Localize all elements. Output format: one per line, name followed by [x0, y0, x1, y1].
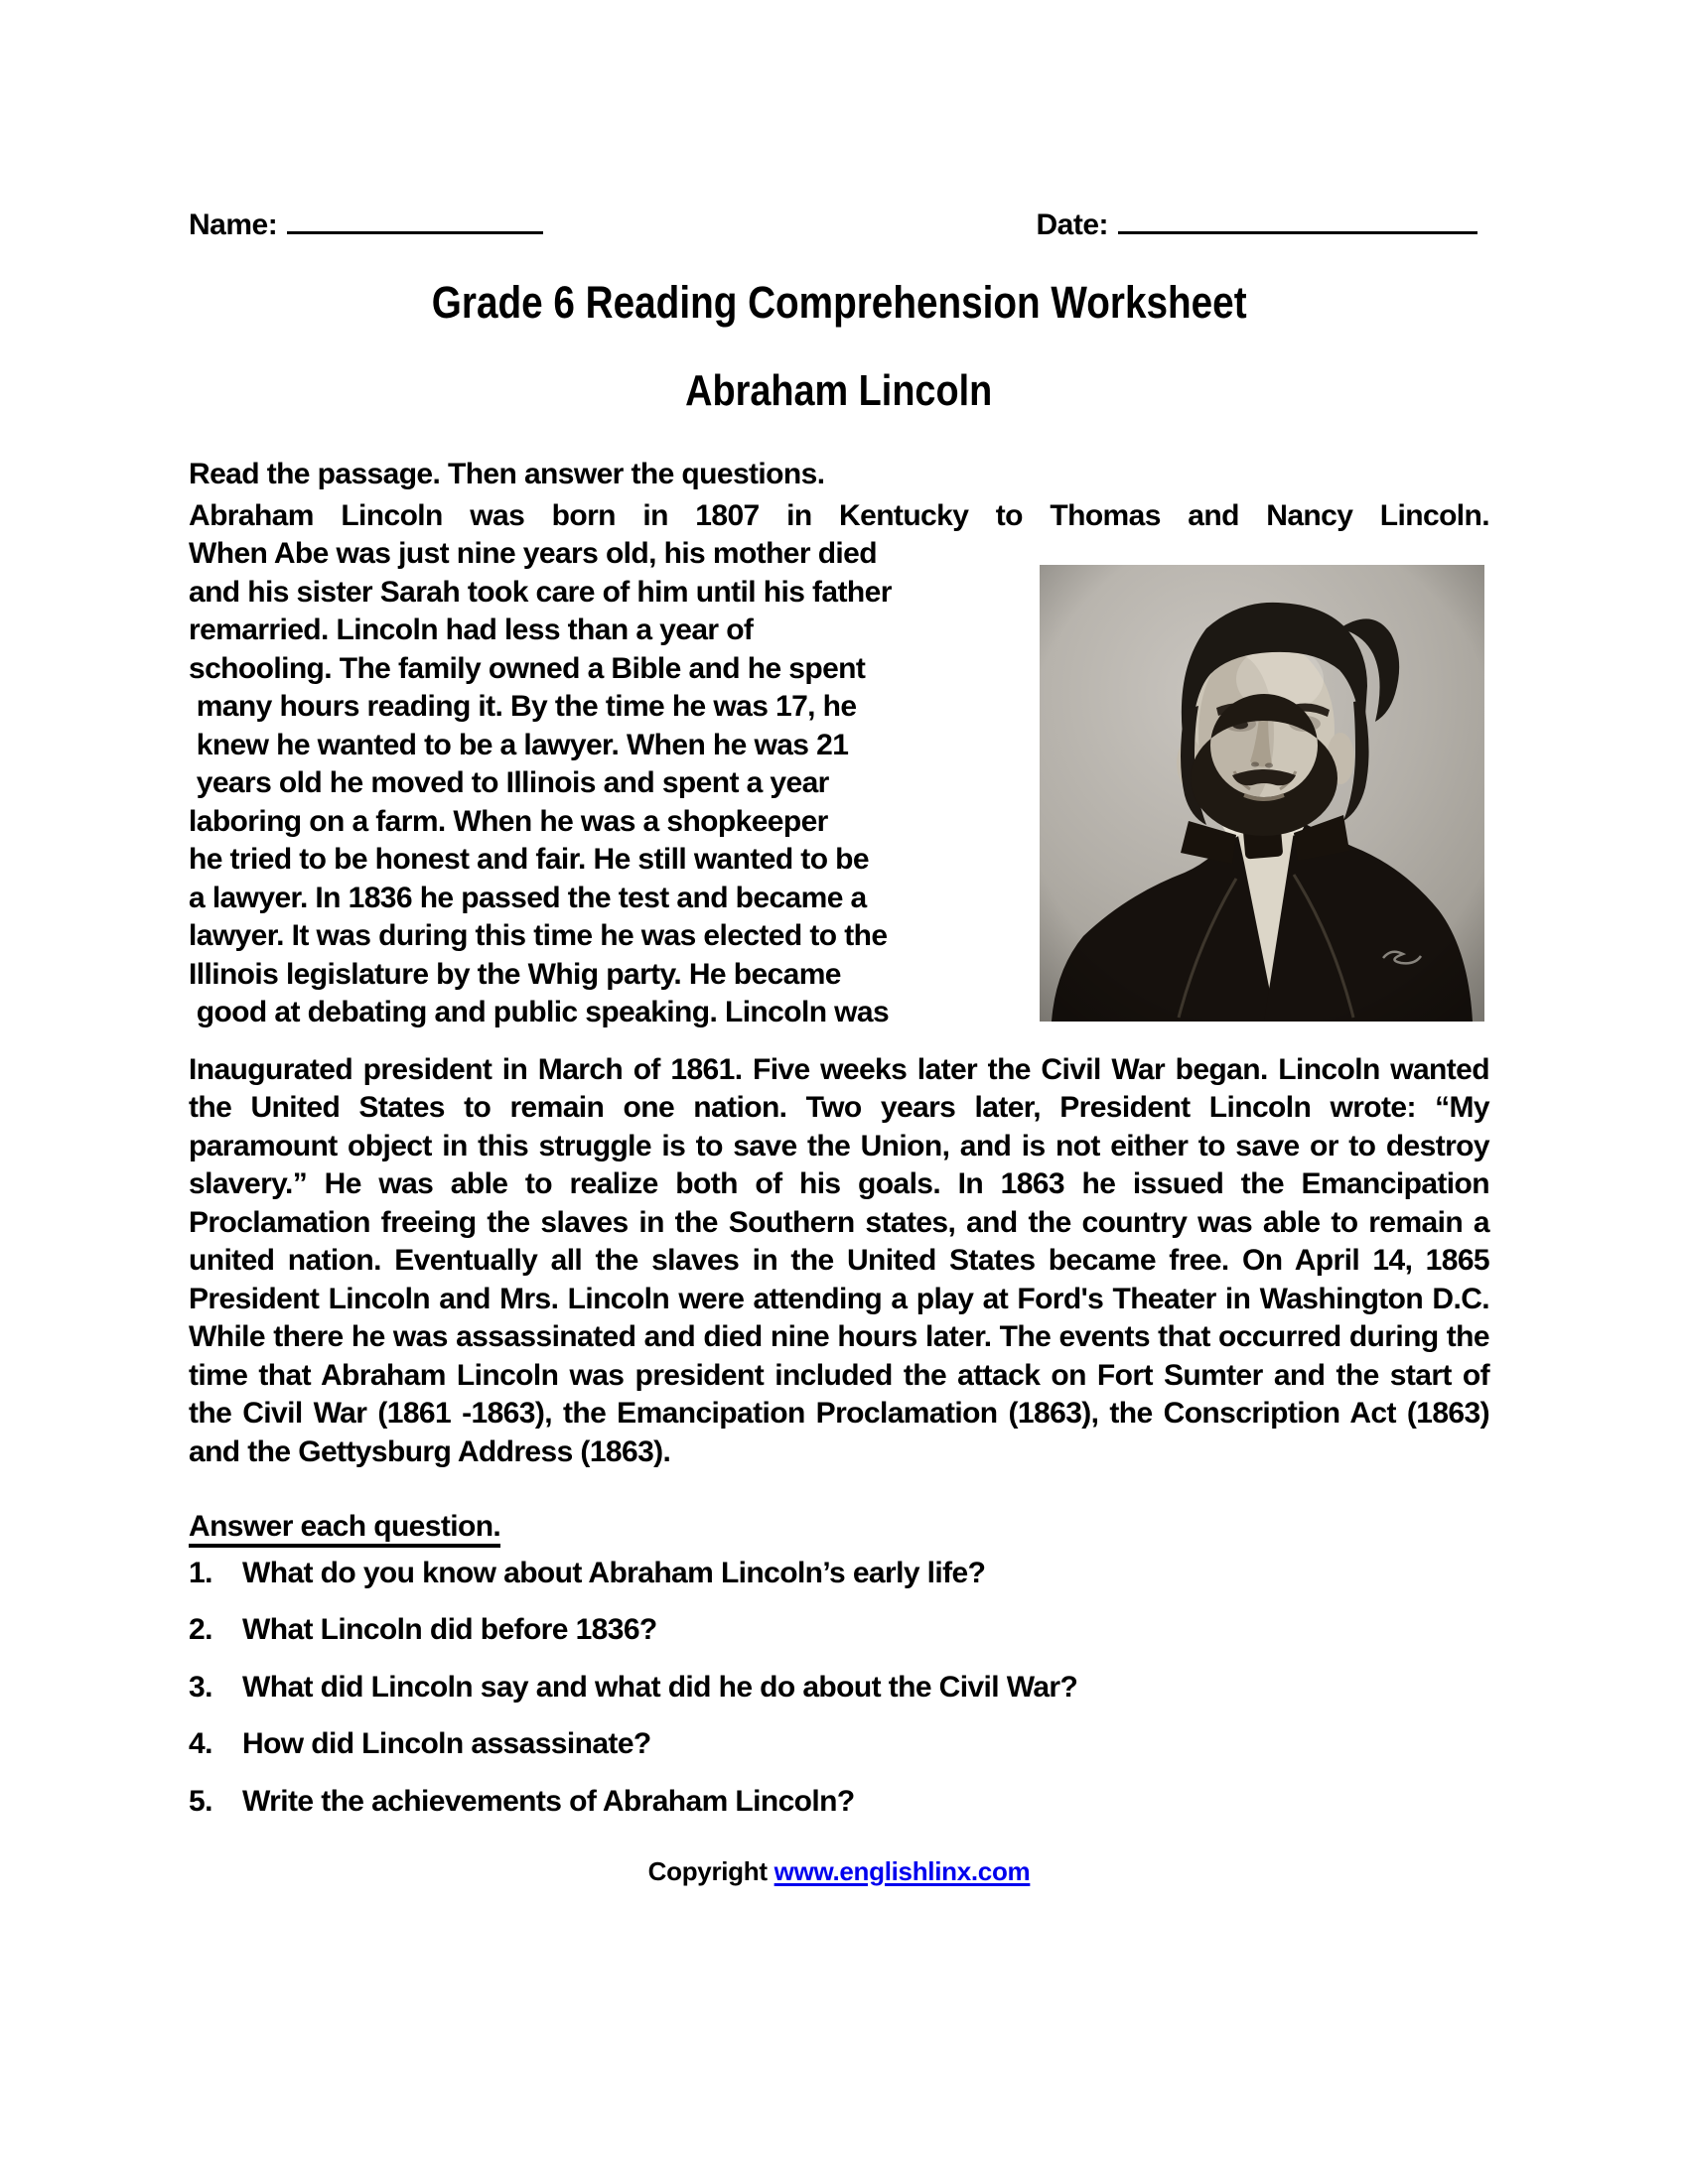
- question-text: What did Lincoln say and what did he do about the Civil War?: [242, 1670, 1078, 1704]
- passage-line: he tried to be honest and fair. He still wanted to be: [189, 843, 869, 876]
- passage-line: lawyer. It was during this time he was elected to the: [189, 919, 888, 952]
- name-label: Name:: [189, 208, 278, 241]
- question-item-2: [189, 1611, 1489, 1650]
- passage-line: years old he moved to Illinois and spent a year: [189, 766, 829, 799]
- question-number: 3.: [189, 1670, 212, 1704]
- passage-line: schooling. The family owned a Bible and he spent: [189, 651, 866, 685]
- passage-line: When Abe was just nine years old, his mother died: [189, 537, 877, 570]
- name-blank-line: [287, 204, 543, 234]
- question-number: 5.: [189, 1784, 212, 1818]
- passage-continuation: Inaugurated president in March of 1861. Five weeks later the Civil War began. Lincoln wanted the United States to remain one nation. Two years later, President Lincoln wrote: “My paramount object in this struggle is to save the Union, and is not either to save or to destroy slavery.” He was able to realize both of his goals. In 1863 he issued the Emancipation Proclamation freeing the slaves in the Southern states, and the country was able to remain a united nation. Eventually all the slaves in the United States became free. On April 14, 1865 President Lincoln and Mrs. Lincoln were attending a play at Ford's Theater in Washington D.C. While there he was assassinated and died nine hours later. The events that occurred during the time that Abraham Lincoln was president included the attack on Fort Sumter and the start of the Civil War (1861 -1863), the Emancipation Proclamation (1863), the Conscription Act (1863) and the Gettysburg Address (1863).: [189, 1052, 1489, 1468]
- passage-line: many hours reading it. By the time he was 17, he: [189, 690, 857, 723]
- passage-line: Illinois legislature by the Whig party. He became: [189, 957, 841, 991]
- date-label: Date:: [1036, 208, 1108, 241]
- footer: [189, 1856, 1489, 1887]
- passage-line: a lawyer. In 1836 he passed the test and became a: [189, 881, 867, 914]
- passage-line: remarried. Lincoln had less than a year of: [189, 614, 754, 646]
- abraham-lincoln-photo: [1040, 565, 1484, 1022]
- page-subtitle: Abraham Lincoln: [685, 366, 993, 415]
- question-item-5: [189, 1783, 1489, 1822]
- passage: [189, 497, 1489, 1472]
- question-text: How did Lincoln assassinate?: [242, 1727, 651, 1760]
- passage-line: good at debating and public speaking. Lincoln was: [189, 996, 890, 1028]
- question-item-4: [189, 1725, 1489, 1764]
- question-text: What do you know about Abraham Lincoln’s early life?: [242, 1556, 986, 1589]
- name-field: [189, 204, 543, 243]
- question-item-1: [189, 1555, 1489, 1593]
- date-field: [1036, 204, 1477, 243]
- passage-line: knew he wanted to be a lawyer. When he was 21: [189, 728, 849, 761]
- question-number: 2.: [189, 1613, 212, 1646]
- question-text: Write the achievements of Abraham Lincoln?: [242, 1784, 855, 1818]
- answer-section-heading: Answer each question.: [189, 1508, 1489, 1547]
- copyright-label: Copyright: [647, 1856, 774, 1886]
- passage-line: and his sister Sarah took care of him until his father: [189, 575, 892, 609]
- question-text: What Lincoln did before 1836?: [242, 1613, 657, 1646]
- question-number: 1.: [189, 1556, 212, 1589]
- question-item-3: [189, 1669, 1489, 1707]
- header-row: [189, 204, 1489, 243]
- lincoln-portrait-graphic: [1040, 565, 1484, 1022]
- copyright-link[interactable]: www.englishlinx.com: [774, 1856, 1031, 1886]
- passage-first-line: Abraham Lincoln was born in 1807 in Kentucky to Thomas and Nancy Lincoln.: [189, 498, 1489, 532]
- page-title: Grade 6 Reading Comprehension Worksheet: [431, 277, 1247, 328]
- passage-line: laboring on a farm. When he was a shopkeeper: [189, 804, 828, 838]
- question-number: 4.: [189, 1727, 212, 1760]
- instructions: Read the passage. Then answer the questions.: [189, 458, 825, 490]
- date-blank-line: [1118, 204, 1477, 234]
